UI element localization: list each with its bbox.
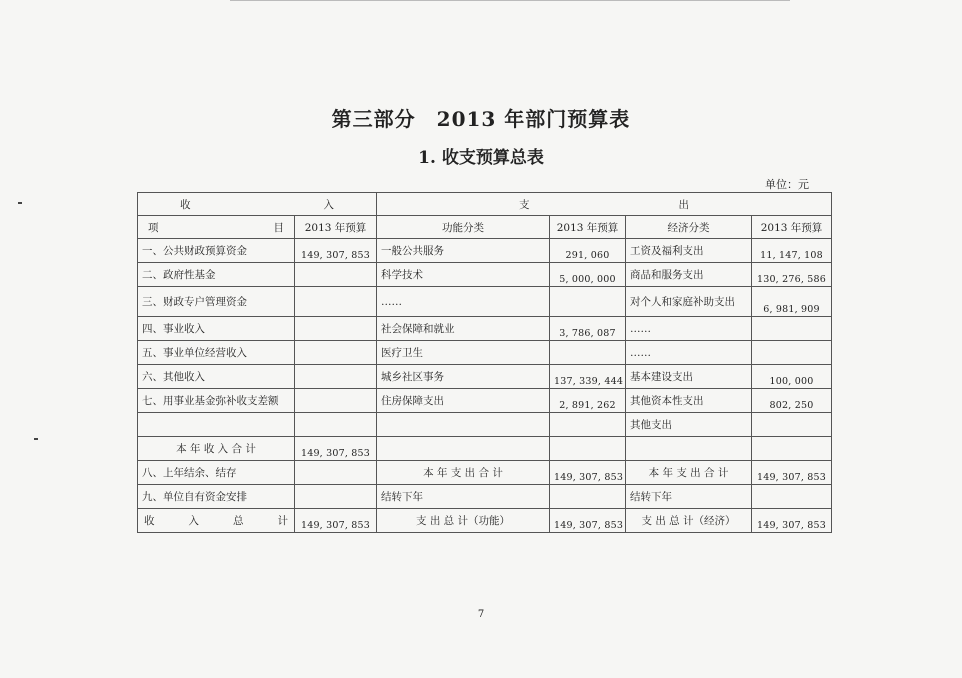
table-row — [138, 389, 832, 413]
income-item: 二、政府性基金 — [138, 263, 295, 287]
economic-amount — [752, 437, 832, 461]
income-header-char: 收 — [180, 198, 191, 211]
table-title: 1. 收支预算总表 — [418, 148, 544, 168]
functional-grand-total-label: 支 出 总 计（功能） — [377, 509, 550, 533]
functional-amount: 137, 339, 444 — [550, 365, 626, 389]
functional-item: 住房保障支出 — [377, 389, 550, 413]
income-amount: 149, 307, 853 — [295, 437, 377, 461]
income-amount — [295, 287, 377, 317]
table-row — [138, 413, 832, 437]
income-amount — [295, 461, 377, 485]
column-header-row — [138, 216, 832, 239]
functional-amount: 3, 786, 087 — [550, 317, 626, 341]
income-item — [138, 413, 295, 437]
expense-group-header — [377, 193, 832, 216]
functional-class-header: 功能分类 — [377, 216, 550, 239]
functional-item: 城乡社区事务 — [377, 365, 550, 389]
group-header-row — [138, 193, 832, 216]
table-row — [138, 485, 832, 509]
income-item: 六、其他收入 — [138, 365, 295, 389]
table-row — [138, 287, 832, 317]
economic-item: 其他资本性支出 — [626, 389, 752, 413]
table-row — [138, 341, 832, 365]
functional-amount: 291, 060 — [550, 239, 626, 263]
functional-amount: 2, 891, 262 — [550, 389, 626, 413]
income-header-char: 入 — [323, 198, 334, 211]
page-title: 第三部分 2013 年部门预算表 — [331, 107, 631, 131]
economic-amount: 802, 250 — [752, 389, 832, 413]
scan-mark — [34, 438, 38, 440]
expense-header-char: 出 — [678, 198, 689, 211]
economic-item: 商品和服务支出 — [626, 263, 752, 287]
income-subtotal-label: 本 年 收 入 合 计 — [138, 437, 295, 461]
functional-subtotal-label: 本 年 支 出 合 计 — [377, 461, 550, 485]
scan-mark — [18, 202, 22, 204]
income-budget-header: 2013 年预算 — [295, 216, 377, 239]
economic-item: 对个人和家庭补助支出 — [626, 287, 752, 317]
functional-amount: 149, 307, 853 — [550, 461, 626, 485]
functional-amount — [550, 485, 626, 509]
income-item: 一、公共财政预算资金 — [138, 239, 295, 263]
functional-item: 科学技术 — [377, 263, 550, 287]
functional-amount — [550, 413, 626, 437]
income-amount — [295, 389, 377, 413]
income-amount — [295, 263, 377, 287]
functional-item: …… — [377, 287, 550, 317]
income-item: 七、用事业基金弥补收支差额 — [138, 389, 295, 413]
economic-item — [626, 437, 752, 461]
economic-amount: 149, 307, 853 — [752, 461, 832, 485]
income-group-header — [138, 193, 377, 216]
functional-amount — [550, 437, 626, 461]
table-row — [138, 461, 832, 485]
economic-item: 基本建设支出 — [626, 365, 752, 389]
functional-amount — [550, 287, 626, 317]
income-amount — [295, 485, 377, 509]
functional-budget-header: 2013 年预算 — [550, 216, 626, 239]
item-column-header: 项 目 — [138, 216, 295, 239]
table-row — [138, 365, 832, 389]
income-item: 四、事业收入 — [138, 317, 295, 341]
budget-summary-table — [137, 192, 832, 533]
functional-amount — [550, 341, 626, 365]
economic-subtotal-label: 本 年 支 出 合 计 — [626, 461, 752, 485]
income-amount — [295, 365, 377, 389]
functional-item: 结转下年 — [377, 485, 550, 509]
page-top-edge — [230, 0, 790, 1]
table-row — [138, 263, 832, 287]
income-grand-total-amount: 149, 307, 853 — [295, 509, 377, 533]
table-row — [138, 239, 832, 263]
income-grand-total-label: 收 入 总 计 — [138, 509, 295, 533]
grand-total-row — [138, 509, 832, 533]
economic-class-header: 经济分类 — [626, 216, 752, 239]
functional-item — [377, 437, 550, 461]
table-row — [138, 317, 832, 341]
economic-item: 其他支出 — [626, 413, 752, 437]
income-amount — [295, 341, 377, 365]
income-amount — [295, 413, 377, 437]
expense-header-char: 支 — [519, 198, 530, 211]
economic-item: …… — [626, 317, 752, 341]
economic-amount: 130, 276, 586 — [752, 263, 832, 287]
economic-amount: 100, 000 — [752, 365, 832, 389]
economic-budget-header: 2013 年预算 — [752, 216, 832, 239]
functional-grand-total-amount: 149, 307, 853 — [550, 509, 626, 533]
functional-item: 社会保障和就业 — [377, 317, 550, 341]
income-item: 八、上年结余、结存 — [138, 461, 295, 485]
table-row — [138, 437, 832, 461]
unit-label: 单位：元 — [765, 178, 809, 191]
economic-amount — [752, 485, 832, 509]
income-item: 九、单位自有资金安排 — [138, 485, 295, 509]
income-amount — [295, 317, 377, 341]
economic-grand-total-label: 支 出 总 计（经济） — [626, 509, 752, 533]
page-number: 7 — [477, 609, 485, 620]
economic-amount — [752, 317, 832, 341]
economic-item: …… — [626, 341, 752, 365]
functional-amount: 5, 000, 000 — [550, 263, 626, 287]
economic-amount — [752, 341, 832, 365]
functional-item — [377, 413, 550, 437]
economic-item: 结转下年 — [626, 485, 752, 509]
economic-amount: 11, 147, 108 — [752, 239, 832, 263]
economic-item: 工资及福利支出 — [626, 239, 752, 263]
income-item: 五、事业单位经营收入 — [138, 341, 295, 365]
functional-item: 医疗卫生 — [377, 341, 550, 365]
functional-item: 一般公共服务 — [377, 239, 550, 263]
income-amount: 149, 307, 853 — [295, 239, 377, 263]
economic-grand-total-amount: 149, 307, 853 — [752, 509, 832, 533]
economic-amount: 6, 981, 909 — [752, 287, 832, 317]
economic-amount — [752, 413, 832, 437]
income-item: 三、财政专户管理资金 — [138, 287, 295, 317]
